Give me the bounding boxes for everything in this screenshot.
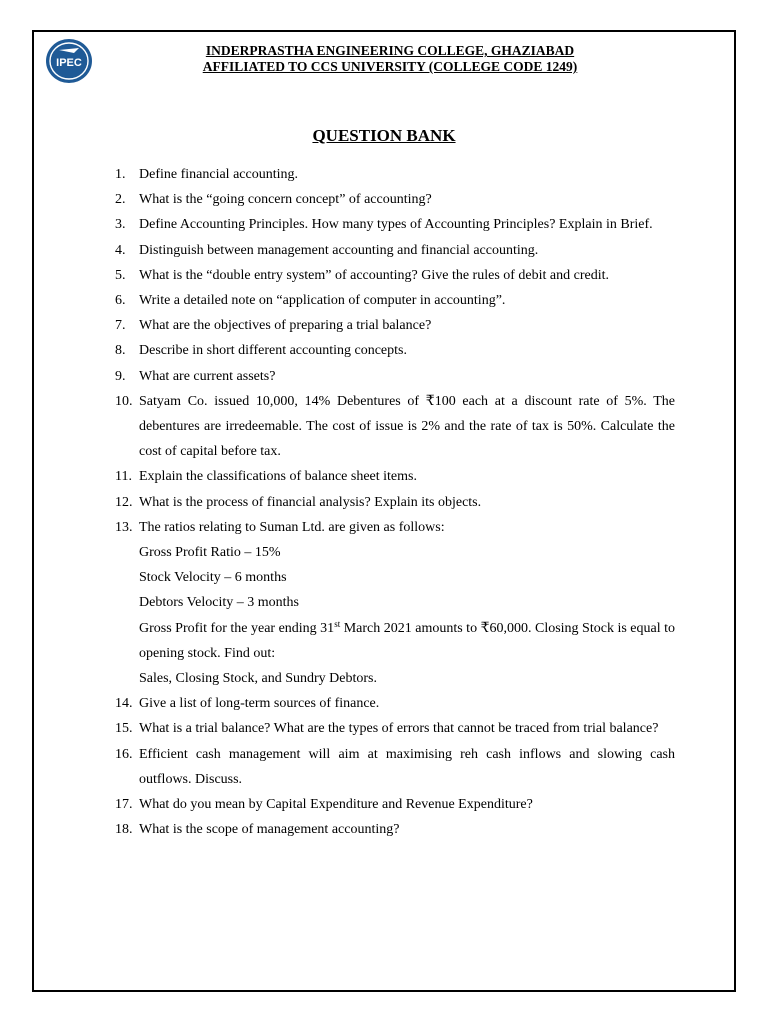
question-item [115,817,675,842]
question-text: What are the objectives of preparing a trial balance? [139,318,432,334]
question-text: Give a list of long-term sources of finance. [139,696,380,712]
question-number: 5. [115,267,126,283]
question-number: 12. [115,494,133,510]
question-item [115,238,675,263]
question-number: 14. [115,696,133,712]
question-item [115,716,675,741]
question-item [115,162,675,187]
question-number: 8. [115,343,126,359]
question-item [115,313,675,338]
question-number: 6. [115,293,126,309]
logo-text: IPEC [56,57,82,69]
question-text: Describe in short different accounting concepts. [139,343,407,359]
ordinal-suffix: st [334,618,341,629]
question-item [115,792,675,817]
question-text: Satyam Co. issued 10,000, 14% Debentures of ₹100 each at a discount rate of 5%. The debentures are irredeemable. The cost of issue is 2% and the rate of tax is 50%. Calculate the cost of capital before tax. [139,393,675,460]
ratio-line: Debtors Velocity – 3 months [139,595,299,611]
question-number: 18. [115,822,133,838]
question-text: What is a trial balance? What are the types of errors that cannot be traced from trial balance? [139,721,659,737]
college-name: INDERPRASTHA ENGINEERING COLLEGE, GHAZIABAD [205,43,575,58]
question-item [115,691,675,716]
question-text: What is the “going concern concept” of accounting? [139,192,432,208]
question-item [115,464,675,489]
question-number: 13. [115,519,133,535]
question-item [115,288,675,313]
ratio-line: Stock Velocity – 6 months [139,570,287,586]
question-text: Define Accounting Principles. How many types of Accounting Principles? Explain in Brief. [139,217,653,233]
question-item [115,490,675,515]
question-number: 4. [115,242,126,258]
question-text: What is the scope of management accounting? [139,822,400,838]
question-paragraph [139,616,675,666]
question-number: 7. [115,318,126,334]
question-final-line: Sales, Closing Stock, and Sundry Debtors. [139,671,377,687]
question-list [115,162,675,842]
question-text: What is the “double entry system” of accounting? Give the rules of debit and credit. [139,267,610,283]
question-item [115,515,675,691]
question-text: Distinguish between management accounting and financial accounting. [139,242,539,258]
question-item [115,212,675,237]
question-number: 3. [115,217,126,233]
paragraph-part: March 2021 amounts to ₹60,000. Closing Stock is equal to opening stock. Find out: [139,620,675,661]
question-text: The ratios relating to Suman Ltd. are given as follows: [139,519,445,535]
question-number: 10. [115,393,133,409]
question-item [115,389,675,465]
question-number: 16. [115,746,133,762]
question-text: What are current assets? [139,368,276,384]
question-number: 15. [115,721,133,737]
question-number: 17. [115,797,133,813]
question-number: 11. [115,469,132,485]
question-text: Explain the classifications of balance sheet items. [139,469,417,485]
question-item [115,187,675,212]
question-text: What do you mean by Capital Expenditure and Revenue Expenditure? [139,797,533,813]
question-item [115,742,675,792]
paragraph-part: Gross Profit for the year ending 31 [139,620,335,636]
question-number: 9. [115,368,126,384]
question-number: 1. [115,167,126,182]
question-text: What is the process of financial analysis? Explain its objects. [139,494,482,510]
college-logo [45,38,93,84]
question-item [115,338,675,363]
question-text: Efficient cash management will aim at maximising reh cash inflows and slowing cash outflows. Discuss. [139,746,675,787]
question-number: 2. [115,192,126,208]
affiliation-line: AFFILIATED TO CCS UNIVERSITY (COLLEGE CODE 1249) [202,59,578,74]
question-item [115,263,675,288]
ratio-line: Gross Profit Ratio – 15% [139,545,281,561]
question-item [115,364,675,389]
question-text: Write a detailed note on “application of computer in accounting”. [139,293,506,309]
page-title: QUESTION BANK [312,126,456,145]
question-text: Define financial accounting. [139,167,298,182]
